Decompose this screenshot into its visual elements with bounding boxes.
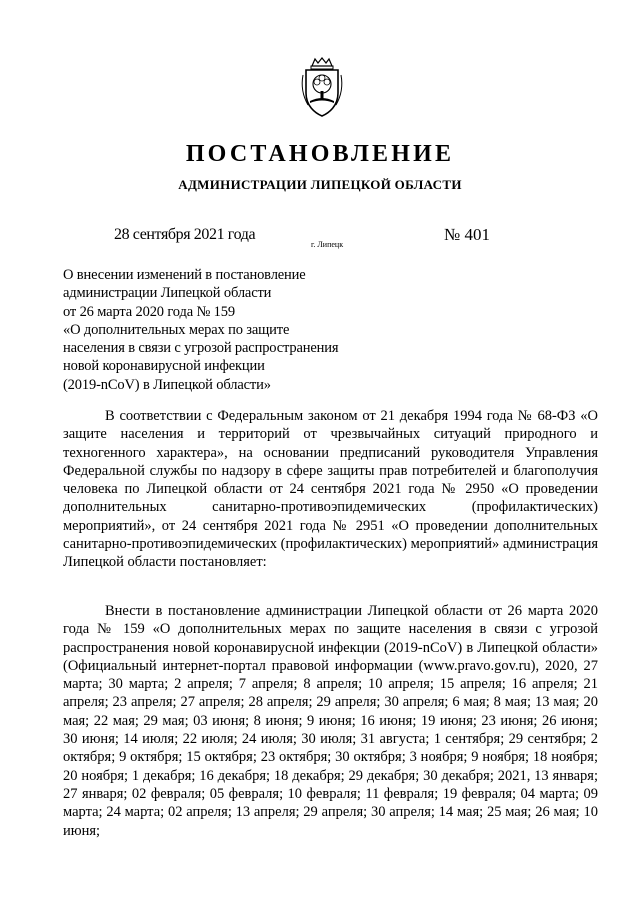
coat-of-arms-icon [298,57,346,119]
subject-line: (2019-nCoV) в Липецкой области» [63,376,271,393]
document-title: ПОСТАНОВЛЕНИЕ [185,141,455,167]
amendment-paragraph [63,602,598,840]
amendment-text: Внести в постановление администрации Липецкой области от 26 марта 2020 года № 159 «О дополнительных мерах по защите населения в связи с угрозой распространения новой коронавирусной инфекции (2019-nCoV) в Липецкой области» (Официальный интернет-портал правовой информации (www.pravo.gov.ru), 2020, 27 марта; 30 марта; 2 апреля; 7 апреля; 8 апреля; 10 апреля; 15 апреля; 16 апреля; 21 апреля; 23 апреля; 27 апреля; 28 апреля; 29 апреля; 30 апреля; 6 мая; 8 мая; 13 мая; 20 мая; 22 мая; 29 мая; 03 июня; 8 июня; 9 июня; 16 июня; 19 июня; 23 июня; 26 июня; 30 июня; 14 июля; 22 июля; 24 июля; 30 июля; 31 августа; 1 сентября; 29 сентября; 2 октября; 9 октября; 15 октября; 23 октября; 30 октября; 3 ноября; 9 ноября; 18 ноября; 20 ноября; 1 декабря; 16 декабря; 18 декабря; 29 декабря; 30 декабря; 2021, 13 января; 27 января; 02 февраля; 05 февраля; 10 февраля; 11 февраля; 19 февраля; 04 марта; 09 марта; 24 марта; 02 апреля; 13 апреля; 29 апреля; 30 апреля; 14 мая; 25 мая; 26 мая; 10 июня; [63,603,598,839]
subject-line: населения в связи с угрозой распространения [63,340,339,357]
subject-line: О внесении изменений в постановление [63,267,306,283]
document-date: 28 сентября 2021 года [114,226,256,243]
subject-line: «О дополнительных мерах по защите [63,321,290,338]
document-subject [63,266,393,394]
document-city: г. Липецк [311,240,344,249]
preamble-text: В соответствии с Федеральным законом от 21 декабря 1994 года № 68-ФЗ «О защите населения и территорий от чрезвычайных ситуаций природного и техногенного характера», на основании предписаний руководителя Управления Федеральной службы по надзору в сфере защиты прав потребителей и благополучия человека по Липецкой области от 24 сентября 2021 года № 2950 «О проведении дополнительных санитарно-противоэпидемических (профилактических) мероприятий», от 24 сентября 2021 года № 2951 «О проведении дополнительных санитарно-противоэпидемических (профилактических) мероприятий» администрация Липецкой области постановляет: [63,408,598,571]
subject-line: администрации Липецкой области [63,285,272,302]
document-number: № 401 [444,225,490,244]
preamble-paragraph [63,407,598,572]
subject-line: новой коронавирусной инфекции [63,358,265,375]
subject-line: от 26 марта 2020 года № 159 [63,303,235,320]
issuing-authority: АДМИНИСТРАЦИИ ЛИПЕЦКОЙ ОБЛАСТИ [178,177,462,192]
